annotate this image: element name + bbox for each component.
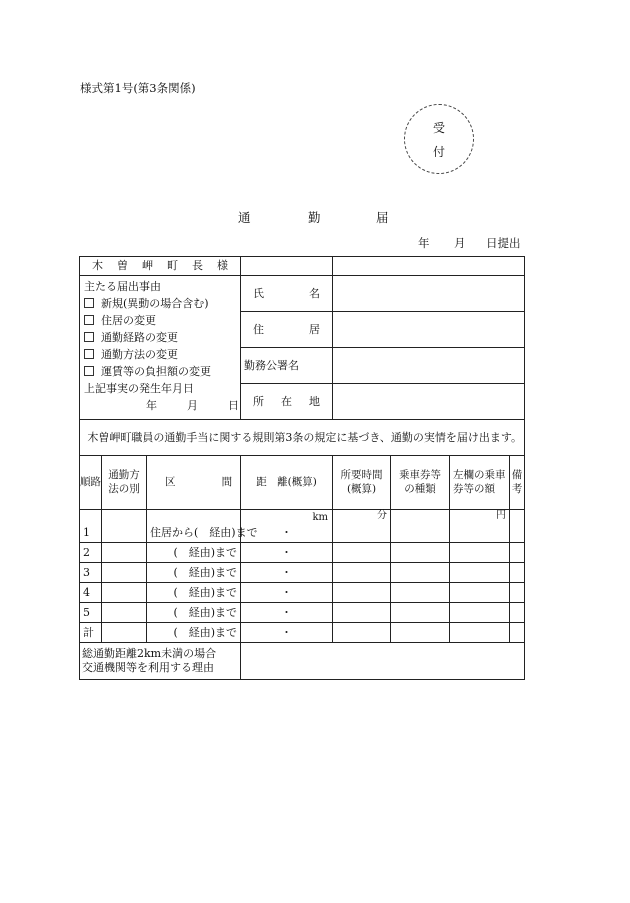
time-cell[interactable]: [333, 623, 391, 643]
distance-dot: ・: [281, 526, 293, 540]
method-cell[interactable]: [102, 623, 147, 643]
note-cell[interactable]: [510, 603, 525, 623]
address-label: 住 居: [241, 312, 333, 348]
submit-month-label: 月: [454, 236, 466, 250]
office-label: 勤務公署名: [241, 348, 333, 384]
fare-cell[interactable]: [450, 510, 510, 543]
fare-cell[interactable]: [450, 543, 510, 563]
title-char-1: 通: [238, 210, 251, 225]
fare-unit: 円: [496, 510, 507, 521]
addressee: 木 曽 岬 町 長 様: [80, 257, 241, 276]
reason-option-new[interactable]: 新規(異動の場合含む): [84, 295, 236, 312]
fare-cell[interactable]: [450, 603, 510, 623]
note-cell[interactable]: [510, 563, 525, 583]
commute-form: [79, 256, 525, 680]
checkbox-icon[interactable]: [84, 332, 94, 342]
distance-cell[interactable]: ・: [241, 543, 333, 563]
event-year: 年: [146, 399, 157, 412]
reason-option-address[interactable]: 住居の変更: [84, 312, 236, 329]
route-cell[interactable]: ( 経由)まで: [147, 543, 241, 563]
distance-cell[interactable]: [241, 510, 333, 543]
header-time: 所要時間(概算): [333, 456, 391, 510]
checkbox-icon[interactable]: [84, 366, 94, 376]
reason-under-2km-label: 総通勤距離2km未満の場合 交通機関等を利用する理由: [80, 643, 241, 680]
method-cell[interactable]: [102, 603, 147, 623]
reason-option-method[interactable]: 通勤方法の変更: [84, 346, 236, 363]
row-label: 3: [80, 563, 102, 583]
row-label: 1: [80, 510, 102, 543]
office-field[interactable]: [333, 348, 525, 384]
method-cell[interactable]: [102, 563, 147, 583]
reason-option-fare[interactable]: 運賃等の負担額の変更: [84, 363, 236, 380]
fare-cell[interactable]: [450, 563, 510, 583]
checkbox-icon[interactable]: [84, 349, 94, 359]
reasons-heading: 主たる届出事由: [84, 280, 161, 293]
route-cell[interactable]: ( 経由)まで: [147, 603, 241, 623]
header-note: 備 考: [510, 456, 525, 510]
note-cell[interactable]: [510, 583, 525, 603]
ticket-cell[interactable]: [391, 603, 450, 623]
row-label: 4: [80, 583, 102, 603]
submit-day-label: 日提出: [486, 236, 521, 250]
header-order: 順路: [80, 456, 102, 510]
distance-unit: km: [312, 512, 329, 523]
submit-year-label: 年: [418, 236, 430, 250]
name-field[interactable]: [333, 276, 525, 312]
note-cell[interactable]: [510, 543, 525, 563]
method-cell[interactable]: [102, 510, 147, 543]
table-row: [80, 543, 525, 563]
time-cell[interactable]: [333, 543, 391, 563]
title-char-2: 勤: [308, 210, 321, 225]
time-cell[interactable]: [333, 510, 391, 543]
header-fare: 左欄の乗車券等の額: [450, 456, 510, 510]
route-cell[interactable]: ( 経由)まで: [147, 583, 241, 603]
form-number: 様式第1号(第3条関係): [80, 81, 196, 95]
ticket-cell[interactable]: [391, 623, 450, 643]
ticket-cell[interactable]: [391, 583, 450, 603]
route-cell[interactable]: 住居から( 経由)まで: [147, 510, 241, 543]
distance-cell[interactable]: ・: [241, 583, 333, 603]
header-distance: 距 離(概算): [241, 456, 333, 510]
table-row: [80, 603, 525, 623]
table-row: [80, 583, 525, 603]
ticket-cell[interactable]: [391, 510, 450, 543]
stamp-text-2: 付: [432, 145, 445, 159]
event-date-label: 上記事実の発生年月日: [84, 382, 194, 395]
stamp-text-1: 受: [432, 121, 445, 135]
row-label: 計: [80, 623, 102, 643]
ticket-cell[interactable]: [391, 543, 450, 563]
name-label: 氏 名: [241, 276, 333, 312]
note-cell[interactable]: [510, 623, 525, 643]
route-cell[interactable]: ( 経由)まで: [147, 563, 241, 583]
fare-cell[interactable]: [450, 623, 510, 643]
checkbox-icon[interactable]: [84, 315, 94, 325]
header-section: 区 間: [147, 456, 241, 510]
ticket-cell[interactable]: [391, 563, 450, 583]
time-cell[interactable]: [333, 563, 391, 583]
fare-cell[interactable]: [450, 583, 510, 603]
header-method: 通勤方法の別: [102, 456, 147, 510]
location-label: 所 在 地: [241, 384, 333, 420]
event-date: [84, 397, 239, 414]
reasons-block: [80, 276, 241, 420]
distance-cell[interactable]: ・: [241, 563, 333, 583]
note-cell[interactable]: [510, 510, 525, 543]
address-field[interactable]: [333, 312, 525, 348]
reception-stamp: [404, 104, 474, 174]
route-cell[interactable]: ( 経由)まで: [147, 623, 241, 643]
method-cell[interactable]: [102, 543, 147, 563]
reason-under-2km-field[interactable]: [241, 643, 525, 680]
header-ticket: 乗車券等の種類: [391, 456, 450, 510]
addressee-spacer: [241, 257, 333, 276]
title-char-3: 届: [376, 210, 389, 225]
distance-cell[interactable]: ・: [241, 623, 333, 643]
table-row: [80, 510, 525, 543]
row-label: 5: [80, 603, 102, 623]
time-unit: 分: [377, 510, 388, 521]
time-cell[interactable]: [333, 603, 391, 623]
location-field[interactable]: [333, 384, 525, 420]
method-cell[interactable]: [102, 583, 147, 603]
distance-cell[interactable]: ・: [241, 603, 333, 623]
reason-option-route[interactable]: 通勤経路の変更: [84, 329, 236, 346]
declaration-text: 木曽岬町職員の通勤手当に関する規則第3条の規定に基づき、通勤の実情を届け出ます。: [80, 420, 525, 456]
row-label: 2: [80, 543, 102, 563]
table-row-total: [80, 623, 525, 643]
checkbox-icon[interactable]: [84, 298, 94, 308]
table-row: [80, 563, 525, 583]
event-day: 日: [228, 399, 239, 412]
time-cell[interactable]: [333, 583, 391, 603]
addressee-blank: [333, 257, 525, 276]
event-month: 月: [187, 399, 198, 412]
